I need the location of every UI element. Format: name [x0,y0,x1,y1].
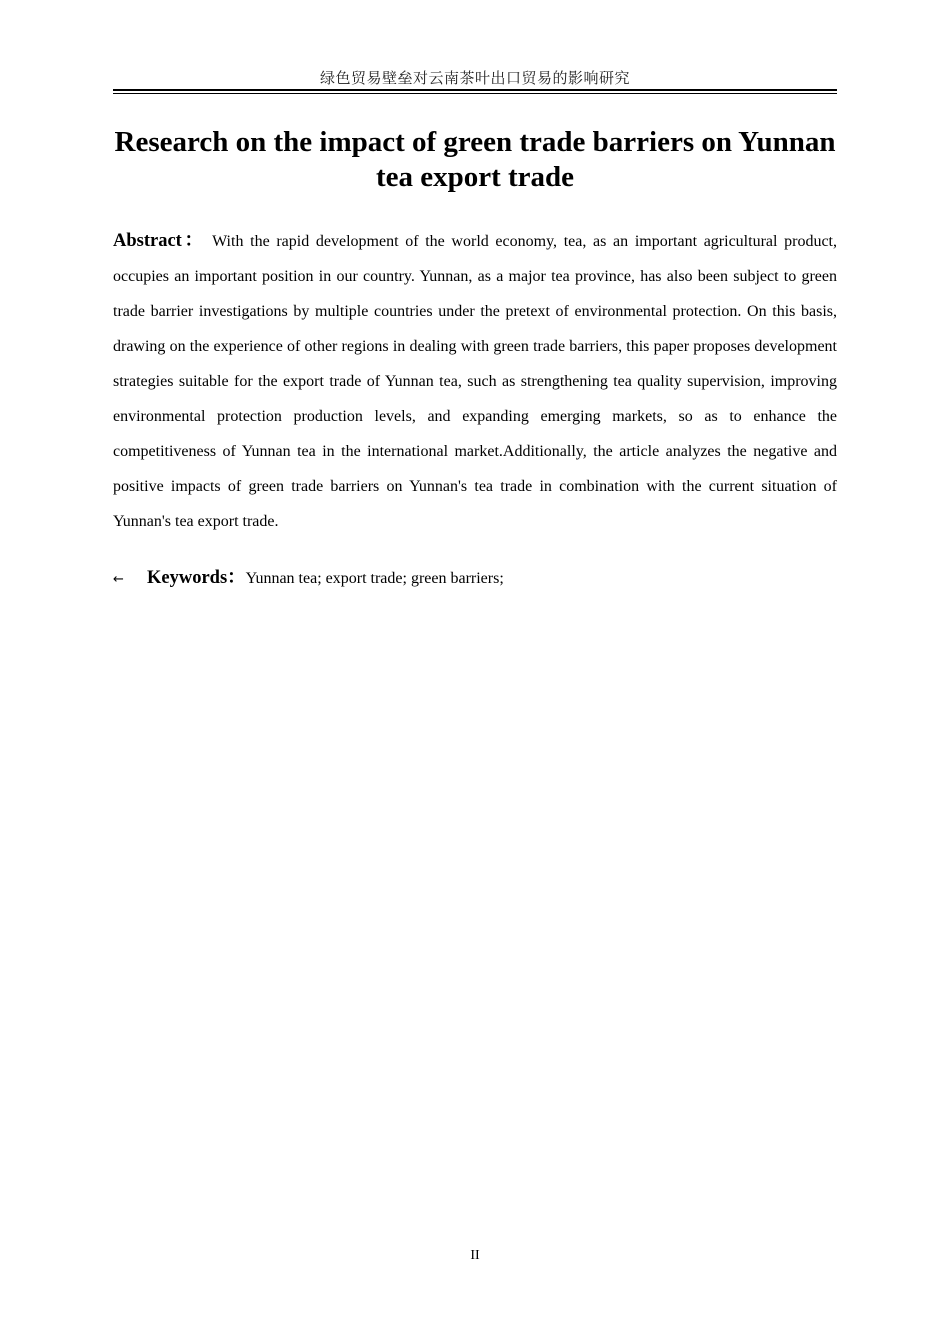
header-rule-thick [113,89,837,91]
keywords-text: Yunnan tea; export trade; green barriers; [245,570,504,587]
paper-title: Research on the impact of green trade barriers on Yunnan tea export trade [114,126,836,193]
abstract-text: With the rapid development of the world economy, tea, as an important agricultural product, occupies an important position in our country. Yunnan, as a major tea province, has also been subject to green trade barrier investigations by multiple countries under the pretext of environmental protection. On this basis, drawing on the experience of other regions in dealing with green trade barriers, this paper proposes development strategies suitable for the export trade of Yunnan tea, such as strengthening tea quality supervision, improving environmental protection production levels, and expanding emerging markets, so as to enhance the competitiveness of Yunnan tea in the international market.Additionally, the article analyzes the negative and positive impacts of green trade barriers on Yunnan's tea trade in combination with the current situation of Yunnan's tea export trade. [113,233,837,530]
abstract-paragraph [113,224,837,539]
page-number: II [470,1248,480,1263]
abstract-label: Abstract： [113,231,206,251]
running-header: 绿色贸易壁垒对云南茶叶出口贸易的影响研究 [319,69,630,87]
keywords-line [113,563,837,595]
keywords-label: Keywords： [147,568,246,588]
return-arrow-icon: ← [113,572,124,587]
header-rule-thin [113,93,837,94]
